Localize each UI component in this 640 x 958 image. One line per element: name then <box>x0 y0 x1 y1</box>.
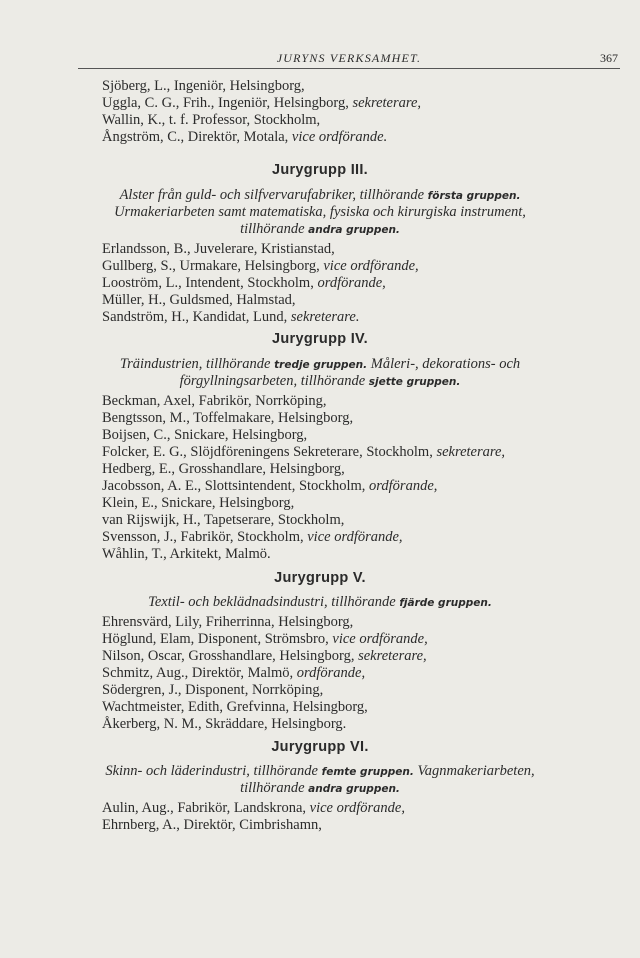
member-role: sekreterare, <box>358 648 427 664</box>
member-name: Gullberg, S., Urmakare, Helsingborg, <box>102 258 320 274</box>
desc-group: första gruppen. <box>427 190 521 202</box>
member-name: Erlandsson, B., Juvelerare, Kristianstad, <box>102 241 335 257</box>
group6-heading: Jurygrupp VI. <box>271 739 369 755</box>
member-role: vice ordförande, <box>332 631 428 647</box>
group5-description <box>0 594 640 611</box>
member-entry <box>102 716 346 733</box>
member-name: Aulin, Aug., Fabrikör, Landskrona, <box>102 800 307 816</box>
desc-text: Urmakeriarbeten samt matematiska, fysiska och kirurgiska instrument, <box>114 204 526 220</box>
member-name: Looström, L., Intendent, Stockholm, <box>102 275 314 291</box>
member-entry <box>102 614 353 631</box>
member-name: Ehrensvärd, Lily, Friherrinna, Helsingborg, <box>102 614 354 630</box>
member-name: Bengtsson, M., Toffelmakare, Helsingborg, <box>102 410 354 426</box>
group6-description-cont <box>0 780 640 797</box>
member-entry <box>102 495 294 512</box>
member-entry <box>102 478 437 495</box>
desc-group: femte gruppen. <box>321 766 414 778</box>
running-title: JURYNS VERKSAMHET. <box>276 51 422 65</box>
member-name: Sjöberg, L., Ingeniör, Helsingborg, <box>102 78 305 94</box>
desc-text: Alster från guld- och silfvervarufabriker, tillhörande <box>119 187 425 203</box>
desc-group: fjärde gruppen. <box>399 597 492 609</box>
member-entry <box>102 546 271 563</box>
member-role: sekreterare, <box>352 95 422 111</box>
member-name: Klein, E., Snickare, Helsingborg, <box>102 495 295 511</box>
group5-heading: Jurygrupp V. <box>274 570 366 586</box>
member-name: Sandström, H., Kandidat, Lund, <box>102 309 288 325</box>
member-role: vice ordförande, <box>309 800 405 816</box>
member-role: ordförande, <box>296 665 366 681</box>
group6-description <box>0 763 640 780</box>
member-entry <box>102 292 296 309</box>
member-name: Schmitz, Aug., Direktör, Malmö, <box>102 665 294 681</box>
member-entry <box>102 648 427 665</box>
desc-text: Måleri-, dekorations- och <box>370 356 521 372</box>
desc-text: tillhörande <box>240 221 305 237</box>
member-entry <box>102 410 353 427</box>
member-entry <box>102 444 505 461</box>
member-name: Wåhlin, T., Arkitekt, Malmö. <box>102 546 271 562</box>
member-name: Höglund, Elam, Disponent, Strömsbro, <box>102 631 329 647</box>
member-role: sekreterare, <box>436 444 506 460</box>
group4-heading: Jurygrupp IV. <box>271 331 369 347</box>
member-entry <box>102 275 386 292</box>
member-name: Nilson, Oscar, Grosshandlare, Helsingborg, <box>102 648 355 664</box>
member-entry <box>102 682 323 699</box>
desc-group: sjette gruppen. <box>368 376 461 388</box>
group4-description-cont <box>0 373 640 390</box>
member-entry <box>102 78 305 95</box>
member-role: vice ordförande, <box>323 258 419 274</box>
member-entry <box>102 512 344 529</box>
member-name: Ehrnberg, A., Direktör, Cimbrishamn, <box>102 817 322 833</box>
desc-group: tredje gruppen. <box>274 359 368 371</box>
desc-text: Träindustrien, tillhörande <box>119 356 271 372</box>
member-role: sekreterare. <box>290 309 360 325</box>
member-role: vice ordförande. <box>291 129 388 145</box>
desc-text: Vagnmakeriarbeten, <box>417 763 535 779</box>
member-role: vice ordförande, <box>307 529 403 545</box>
member-name: Folcker, E. G., Slöjdföreningens Sekreterare, Stockholm, <box>102 444 433 460</box>
desc-text: förgyllningsarbeten, tillhörande <box>179 373 366 389</box>
desc-text: Skinn- och läderindustri, tillhörande <box>105 763 318 779</box>
member-entry <box>102 309 359 326</box>
member-name: van Rijswijk, H., Tapetserare, Stockholm, <box>102 512 345 528</box>
member-name: Hedberg, E., Grosshandlare, Helsingborg, <box>102 461 345 477</box>
member-role: ordförande, <box>317 275 386 291</box>
member-entry <box>102 631 428 648</box>
member-entry <box>102 529 403 546</box>
desc-text: tillhörande <box>240 780 305 796</box>
desc-group: andra gruppen. <box>308 224 400 236</box>
group3-description-cont <box>0 204 640 221</box>
member-name: Uggla, C. G., Frih., Ingeniör, Helsingborg, <box>102 95 349 111</box>
desc-group: andra gruppen. <box>308 783 400 795</box>
member-name: Beckman, Axel, Fabrikör, Norrköping, <box>102 393 327 409</box>
group3-heading: Jurygrupp III. <box>271 162 369 178</box>
member-entry <box>102 427 307 444</box>
member-name: Wachtmeister, Edith, Grefvinna, Helsingborg, <box>102 699 368 715</box>
member-entry <box>102 665 365 682</box>
page-header <box>78 48 620 69</box>
member-entry <box>102 699 368 716</box>
member-entry <box>102 393 327 410</box>
member-entry <box>102 258 419 275</box>
member-entry <box>102 241 335 258</box>
member-entry <box>102 817 322 834</box>
member-entry <box>102 800 405 817</box>
member-entry <box>102 95 421 112</box>
group3-description-cont <box>0 221 640 238</box>
member-name: Södergren, J., Disponent, Norrköping, <box>102 682 324 698</box>
page-number: 367 <box>600 51 618 65</box>
member-entry <box>102 461 345 478</box>
member-name: Ångström, C., Direktör, Motala, <box>102 129 289 145</box>
member-role: ordförande, <box>369 478 438 494</box>
member-name: Müller, H., Guldsmed, Halmstad, <box>102 292 296 308</box>
member-entry <box>102 129 387 146</box>
member-name: Boijsen, C., Snickare, Helsingborg, <box>102 427 308 443</box>
member-entry <box>102 112 320 129</box>
desc-text: Textil- och beklädnadsindustri, tillhörande <box>148 594 396 610</box>
group4-description <box>0 356 640 373</box>
group3-description <box>0 187 640 204</box>
member-name: Jacobsson, A. E., Slottsintendent, Stockholm, <box>102 478 366 494</box>
member-name: Svensson, J., Fabrikör, Stockholm, <box>102 529 304 545</box>
member-name: Wallin, K., t. f. Professor, Stockholm, <box>102 112 321 128</box>
member-name: Åkerberg, N. M., Skräddare, Helsingborg. <box>102 716 347 732</box>
